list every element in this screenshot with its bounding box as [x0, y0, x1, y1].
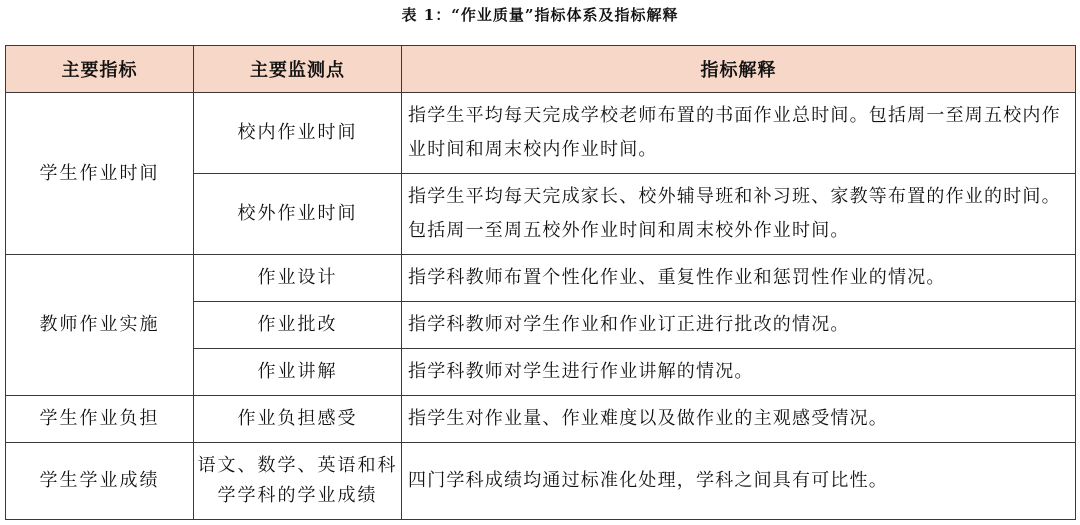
- explanation-cell: 指学科教师布置个性化作业、重复性作业和惩罚性作业的情况。: [402, 255, 1076, 302]
- header-monitoring-point: 主要监测点: [194, 46, 402, 93]
- table-row: [6, 443, 1076, 520]
- indicator-cell: 学生学业成绩: [6, 443, 194, 520]
- monitoring-point-cell: 作业设计: [194, 255, 402, 302]
- monitoring-point-cell: 作业讲解: [194, 349, 402, 396]
- indicator-cell: 教师作业实施: [6, 255, 194, 396]
- explanation-cell: 四门学科成绩均通过标准化处理，学科之间具有可比性。: [402, 443, 1076, 520]
- monitoring-point-cell: 作业负担感受: [194, 396, 402, 443]
- table-caption: 表 1：“作业质量”指标体系及指标解释: [401, 6, 679, 24]
- table-header-row: [6, 46, 1076, 93]
- table-row: [6, 255, 1076, 302]
- explanation-cell: 指学科教师对学生作业和作业订正进行批改的情况。: [402, 302, 1076, 349]
- header-indicator: 主要指标: [6, 46, 194, 93]
- indicator-cell: 学生作业负担: [6, 396, 194, 443]
- monitoring-point-cell: 语文、数学、英语和科学学科的学业成绩: [194, 443, 402, 520]
- explanation-cell: 指学生对作业量、作业难度以及做作业的主观感受情况。: [402, 396, 1076, 443]
- monitoring-point-cell: 校内作业时间: [194, 93, 402, 174]
- explanation-cell: 指学生平均每天完成家长、校外辅导班和补习班、家教等布置的作业的时间。包括周一至周五校外作业时间和周末校外作业时间。: [402, 174, 1076, 255]
- table-row: [6, 93, 1076, 174]
- explanation-cell: 指学科教师对学生进行作业讲解的情况。: [402, 349, 1076, 396]
- monitoring-point-cell: 校外作业时间: [194, 174, 402, 255]
- indicator-table: [5, 45, 1076, 520]
- header-explanation: 指标解释: [402, 46, 1076, 93]
- explanation-cell: 指学生平均每天完成学校老师布置的书面作业总时间。包括周一至周五校内作业时间和周末校内作业时间。: [402, 93, 1076, 174]
- monitoring-point-cell: 作业批改: [194, 302, 402, 349]
- table-row: [6, 396, 1076, 443]
- indicator-cell: 学生作业时间: [6, 93, 194, 255]
